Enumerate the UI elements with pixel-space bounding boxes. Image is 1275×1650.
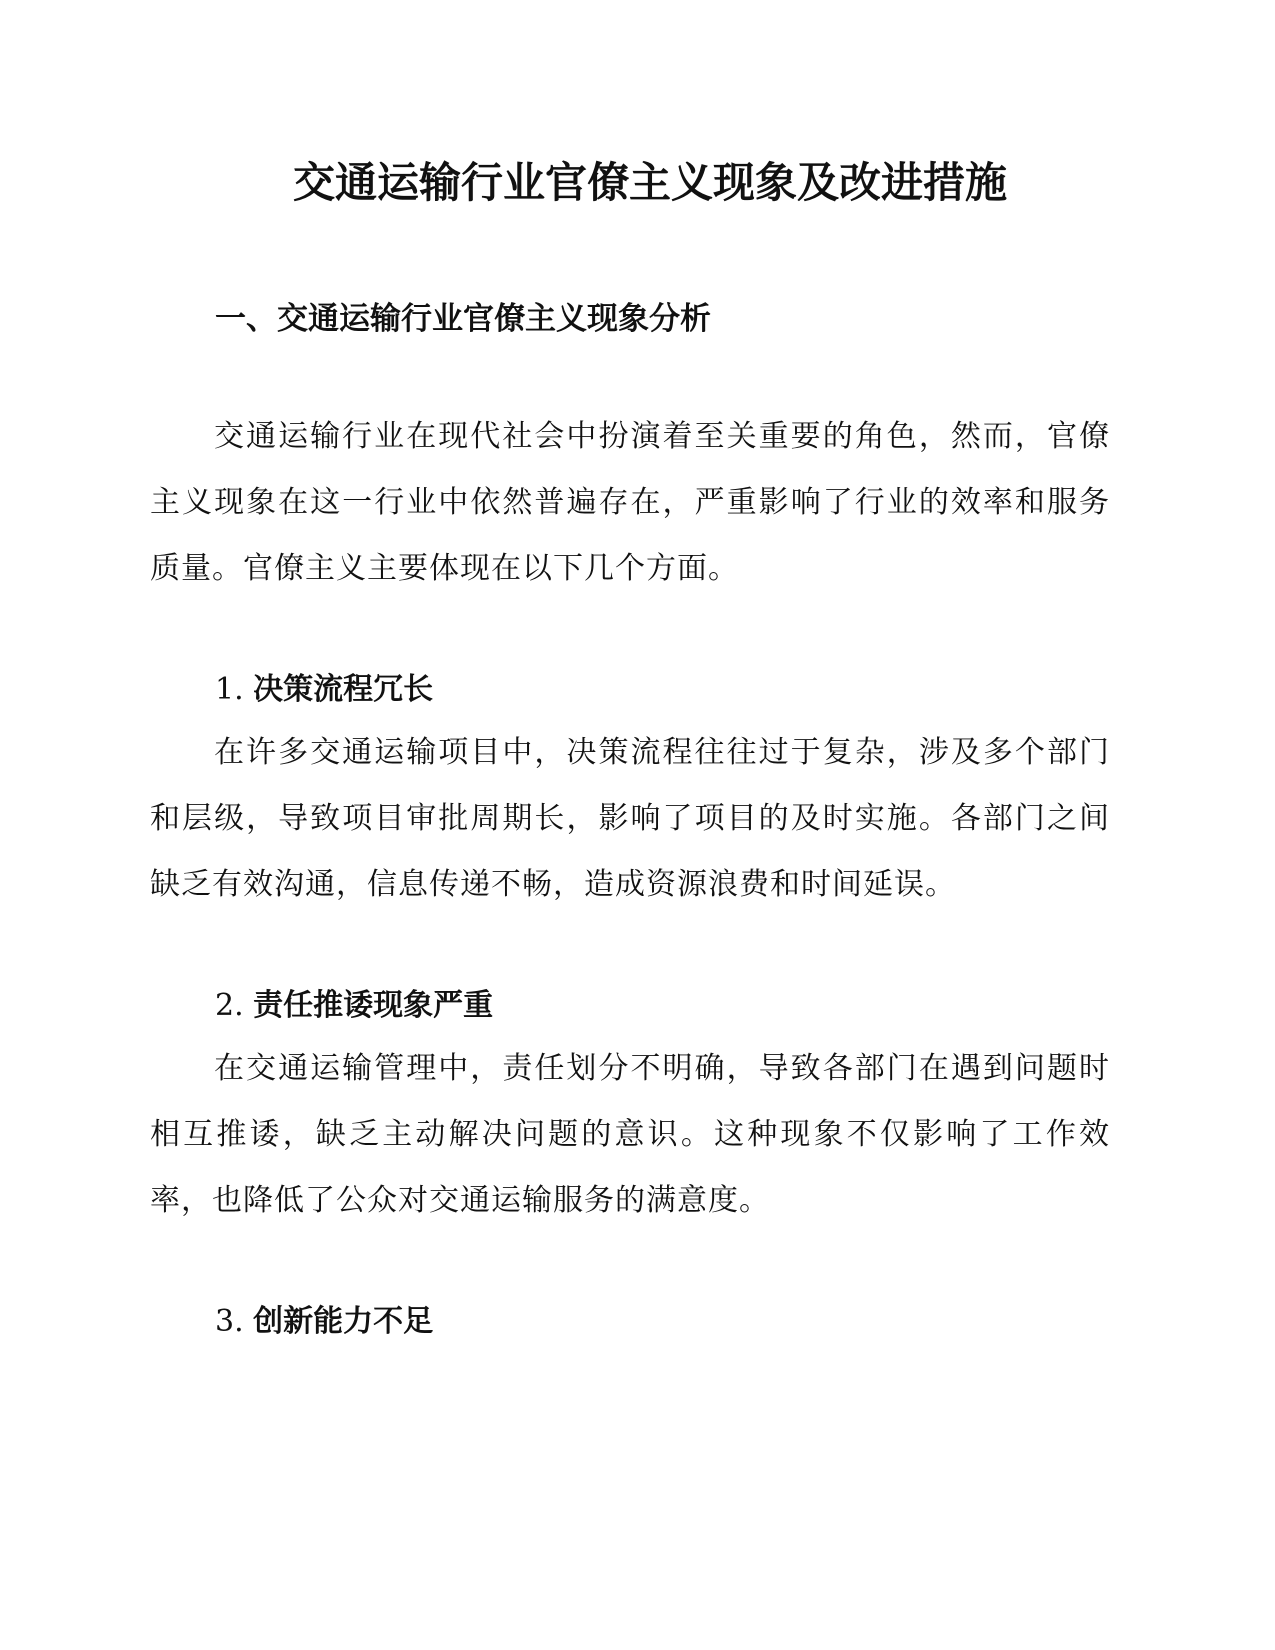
subsection-heading-2: [215, 984, 493, 1028]
subsection-body-2: 在交通运输管理中，责任划分不明确，导致各部门在遇到问题时相互推诿，缺乏主动解决问题的意识。这种现象不仅影响了工作效率，也降低了公众对交通运输服务的满意度。: [150, 1051, 1110, 1218]
intro-paragraph: 交通运输行业在现代社会中扮演着至关重要的角色，然而，官僚主义现象在这一行业中依然普遍存在，严重影响了行业的效率和服务质量。官僚主义主要体现在以下几个方面。: [150, 419, 1110, 586]
subsection-heading-1: [215, 668, 433, 712]
section-heading: 一、交通运输行业官僚主义现象分析: [215, 301, 711, 337]
subsection-heading-3: [215, 1300, 433, 1344]
subsection-body-1: 在许多交通运输项目中，决策流程往往过于复杂，涉及多个部门和层级，导致项目审批周期长，影响了项目的及时实施。各部门之间缺乏有效沟通，信息传递不畅，造成资源浪费和时间延误。: [150, 735, 1110, 902]
subsection-title: 责任推诿现象严重: [253, 988, 494, 1023]
subsection-number: 2.: [215, 988, 244, 1023]
document-title: 交通运输行业官僚主义现象及改进措施: [292, 158, 1007, 207]
subsection-title: 创新能力不足: [253, 1304, 434, 1339]
subsection-number: 3.: [215, 1304, 244, 1339]
subsection-number: 1.: [215, 672, 244, 707]
subsection-title: 决策流程冗长: [253, 672, 434, 707]
